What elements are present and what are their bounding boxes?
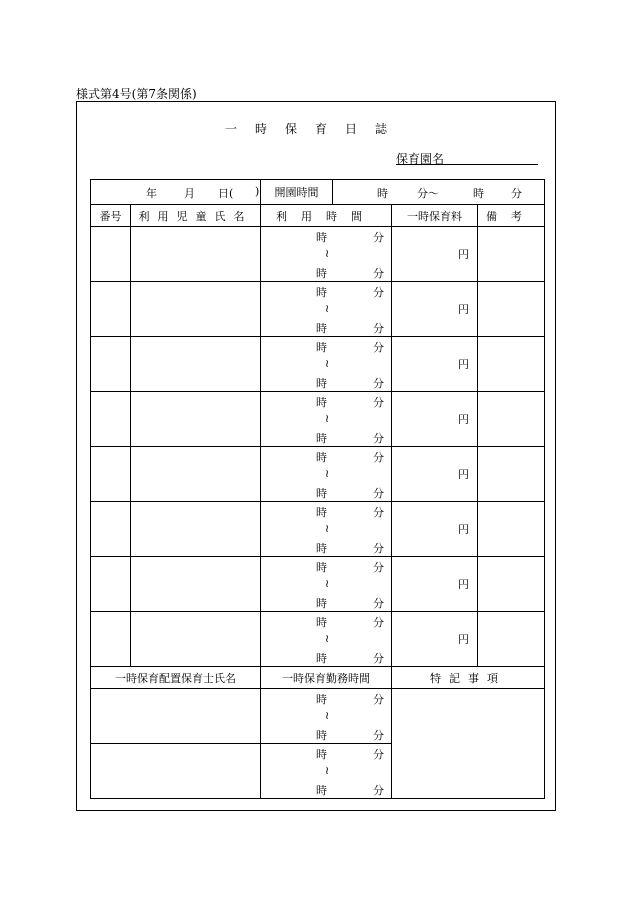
start-hour-mark: 時 [316, 231, 327, 244]
child-row [91, 612, 545, 667]
child-name-cell[interactable] [131, 392, 261, 447]
work-time-cell[interactable] [261, 744, 392, 799]
end-minute-mark: 分 [373, 784, 384, 797]
yen-mark: 円 [458, 248, 469, 261]
form-caption: 様式第4号(第7条関係) [76, 87, 197, 101]
number-cell[interactable] [91, 282, 131, 337]
yen-mark: 円 [458, 413, 469, 426]
start-minute-mark: 分 [373, 693, 384, 706]
number-cell[interactable] [91, 447, 131, 502]
staff-row [91, 689, 545, 744]
month-label: 月 [184, 187, 195, 200]
yen-mark: 円 [458, 578, 469, 591]
range-wave-mark: ≀ [325, 577, 330, 590]
staff-name-cell[interactable] [91, 689, 261, 744]
end-hour-mark: 時 [316, 597, 327, 610]
header-remarks: 備考 [478, 205, 545, 227]
usage-time-cell[interactable] [261, 557, 392, 612]
start-minute-mark: 分 [373, 396, 384, 409]
fee-cell[interactable] [392, 337, 478, 392]
range-wave-mark: ≀ [325, 522, 330, 535]
child-row [91, 282, 545, 337]
end-hour-mark: 時 [316, 652, 327, 665]
child-row [91, 447, 545, 502]
child-row [91, 227, 545, 282]
close-paren: ) [255, 185, 260, 198]
open-hour-label: 時 [377, 187, 388, 200]
yen-mark: 円 [458, 358, 469, 371]
usage-time-cell[interactable] [261, 447, 392, 502]
end-hour-mark: 時 [316, 432, 327, 445]
remarks-cell[interactable] [478, 227, 545, 282]
end-hour-mark: 時 [316, 542, 327, 555]
usage-time-cell[interactable] [261, 227, 392, 282]
remarks-cell[interactable] [478, 612, 545, 667]
start-hour-mark: 時 [316, 286, 327, 299]
start-minute-mark: 分 [373, 341, 384, 354]
range-wave-mark: ≀ [325, 709, 330, 722]
child-row [91, 502, 545, 557]
end-minute-mark: 分 [373, 377, 384, 390]
range-wave-mark: ≀ [325, 412, 330, 425]
facility-name-label: 保育園名 [396, 152, 445, 166]
end-hour-mark: 時 [316, 487, 327, 500]
end-hour-mark: 時 [316, 322, 327, 335]
end-minute-mark: 分 [373, 432, 384, 445]
number-cell[interactable] [91, 612, 131, 667]
child-name-cell[interactable] [131, 282, 261, 337]
child-name-cell[interactable] [131, 502, 261, 557]
end-minute-mark: 分 [373, 597, 384, 610]
number-cell[interactable] [91, 502, 131, 557]
usage-time-cell[interactable] [261, 282, 392, 337]
open-hours-label: 開園時間 [261, 180, 333, 205]
header-notes: 特記事項 [392, 667, 545, 689]
fee-cell[interactable] [392, 227, 478, 282]
fee-cell[interactable] [392, 502, 478, 557]
header-staff-name: 一時保育配置保育士氏名 [91, 667, 261, 689]
range-wave-mark: ≀ [325, 357, 330, 370]
usage-time-cell[interactable] [261, 337, 392, 392]
child-row [91, 337, 545, 392]
remarks-cell[interactable] [478, 337, 545, 392]
start-minute-mark: 分 [373, 506, 384, 519]
number-cell[interactable] [91, 227, 131, 282]
range-wave-mark: ≀ [325, 764, 330, 777]
yen-mark: 円 [458, 468, 469, 481]
yen-mark: 円 [458, 633, 469, 646]
end-minute-mark: 分 [373, 487, 384, 500]
range-wave-mark: ≀ [325, 632, 330, 645]
fee-cell[interactable] [392, 282, 478, 337]
range-wave-mark: ≀ [325, 467, 330, 480]
end-hour-mark: 時 [316, 729, 327, 742]
end-minute-mark: 分 [373, 322, 384, 335]
start-hour-mark: 時 [316, 341, 327, 354]
form-title: 一時保育日誌 [224, 122, 405, 136]
close-hour-label: 時 [473, 187, 484, 200]
end-minute-mark: 分 [373, 652, 384, 665]
number-cell[interactable] [91, 392, 131, 447]
child-name-cell[interactable] [131, 337, 261, 392]
start-hour-mark: 時 [316, 561, 327, 574]
child-row [91, 392, 545, 447]
child-name-cell[interactable] [131, 557, 261, 612]
child-row [91, 557, 545, 612]
start-hour-mark: 時 [316, 616, 327, 629]
start-minute-mark: 分 [373, 451, 384, 464]
usage-time-cell[interactable] [261, 392, 392, 447]
fee-cell[interactable] [392, 392, 478, 447]
start-minute-mark: 分 [373, 616, 384, 629]
usage-time-cell[interactable] [261, 502, 392, 557]
open-hours-cell[interactable] [333, 180, 545, 205]
end-minute-mark: 分 [373, 542, 384, 555]
fee-cell[interactable] [392, 612, 478, 667]
usage-time-cell[interactable] [261, 612, 392, 667]
year-label: 年 [146, 187, 157, 200]
facility-name-field[interactable] [396, 150, 538, 165]
start-minute-mark: 分 [373, 561, 384, 574]
fee-cell[interactable] [392, 557, 478, 612]
start-hour-mark: 時 [316, 748, 327, 761]
child-name-cell[interactable] [131, 612, 261, 667]
staff-name-cell[interactable] [91, 744, 261, 799]
open-minute-label: 分〜 [417, 187, 439, 200]
child-name-cell[interactable] [131, 227, 261, 282]
header-fee: 一時保育料 [392, 205, 478, 227]
day-label: 日( [218, 187, 234, 200]
remarks-cell[interactable] [478, 557, 545, 612]
range-wave-mark: ≀ [325, 302, 330, 315]
date-cell[interactable] [91, 180, 261, 205]
yen-mark: 円 [458, 303, 469, 316]
end-minute-mark: 分 [373, 729, 384, 742]
header-number: 番号 [91, 205, 131, 227]
end-hour-mark: 時 [316, 377, 327, 390]
staff-header-row [91, 667, 545, 689]
start-hour-mark: 時 [316, 693, 327, 706]
log-table [90, 179, 545, 799]
start-minute-mark: 分 [373, 748, 384, 761]
end-hour-mark: 時 [316, 267, 327, 280]
end-minute-mark: 分 [373, 267, 384, 280]
header-usage-time: 利用時間 [261, 205, 392, 227]
start-hour-mark: 時 [316, 506, 327, 519]
header-work-hours: 一時保育勤務時間 [261, 667, 392, 689]
remarks-cell[interactable] [478, 447, 545, 502]
header-row [91, 205, 545, 227]
remarks-cell[interactable] [478, 502, 545, 557]
yen-mark: 円 [458, 523, 469, 536]
number-cell[interactable] [91, 557, 131, 612]
start-hour-mark: 時 [316, 396, 327, 409]
header-child-name: 利用児童氏名 [131, 205, 261, 227]
date-row [91, 180, 545, 205]
end-hour-mark: 時 [316, 784, 327, 797]
notes-cell[interactable] [392, 689, 545, 799]
start-hour-mark: 時 [316, 451, 327, 464]
start-minute-mark: 分 [373, 286, 384, 299]
remarks-cell[interactable] [478, 392, 545, 447]
start-minute-mark: 分 [373, 231, 384, 244]
fee-cell[interactable] [392, 447, 478, 502]
remarks-cell[interactable] [478, 282, 545, 337]
work-time-cell[interactable] [261, 689, 392, 744]
close-minute-label: 分 [511, 187, 522, 200]
number-cell[interactable] [91, 337, 131, 392]
child-name-cell[interactable] [131, 447, 261, 502]
range-wave-mark: ≀ [325, 247, 330, 260]
